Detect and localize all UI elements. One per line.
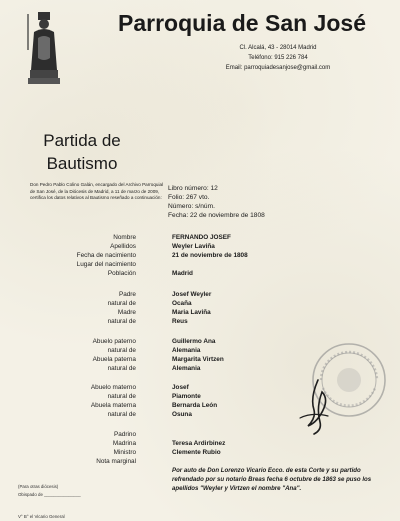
registry-book: Libro número: 12: [168, 185, 218, 192]
field-value: Josef: [172, 384, 189, 391]
parish-phone: Teléfono: 915 226 784: [248, 55, 308, 61]
field-value: 21 de noviembre de 1808: [172, 252, 248, 259]
document-title-line1: Partida de: [43, 131, 121, 150]
field-value: Margarita Virtzen: [172, 356, 224, 363]
field-label: Apellidos: [110, 243, 136, 250]
parish-address: Cl. Alcalá, 43 - 28014 Madrid: [239, 45, 317, 51]
field-label: Lugar del nacimiento: [76, 261, 136, 268]
field-value: Teresa Ardirbinez: [172, 440, 226, 447]
field-label: natural de: [107, 300, 136, 307]
field-value: Clemente Rubio: [172, 449, 221, 456]
registry-folio: Folio: 267 vto.: [168, 194, 210, 201]
field-label: Abuelo materno: [90, 384, 136, 391]
document-title-line2: Bautismo: [46, 154, 118, 173]
field-label: natural de: [107, 393, 136, 400]
signature-icon: [296, 378, 336, 438]
field-value: Alemania: [172, 365, 201, 372]
field-label: natural de: [107, 318, 136, 325]
field-value: Reus: [172, 318, 188, 325]
field-value: Maria Laviña: [172, 309, 211, 316]
registry-date: Fecha: 22 de noviembre de 1808: [168, 212, 265, 219]
field-label: Ministro: [113, 449, 136, 456]
marginal-note: Por auto de Don Lorenzo Vicario Ecco. de esta Corte y su partido refrendado por su notario Breas fecha 6 octubre de 1863 se puso los apellidos "Weyler y Virtzen el nombre "Ana".: [172, 467, 372, 492]
field-label: natural de: [107, 411, 136, 418]
field-label: Madrina: [112, 440, 136, 447]
field-label: Abuela materna: [90, 402, 136, 409]
registry-number: Número: s/núm.: [168, 203, 215, 210]
field-label: natural de: [107, 365, 136, 372]
page-title: Parroquia de San José: [118, 10, 366, 36]
field-value: Alemania: [172, 347, 201, 354]
field-value: FERNANDO JOSEF: [172, 234, 231, 241]
field-label: Padre: [118, 291, 136, 298]
field-label: Nota marginal: [96, 458, 136, 465]
field-value: Piamonte: [172, 393, 201, 400]
parish-email: Email: parroquiadesanjose@gmail.com: [225, 65, 331, 71]
footer-bishopric: Obispado de _______________: [18, 492, 81, 497]
field-value: Bernarda León: [172, 402, 218, 409]
field-label: Nombre: [113, 234, 136, 241]
field-label: natural de: [107, 347, 136, 354]
field-value: Madrid: [172, 270, 193, 277]
field-value: Josef Weyler: [172, 291, 212, 298]
field-value: Ocaña: [172, 300, 192, 307]
footer-other-dioceses: (Para otras diócesis): [18, 484, 59, 489]
field-label: Madre: [117, 309, 136, 316]
field-label: Abuela paterna: [92, 356, 136, 363]
field-label: Fecha de nacimiento: [76, 252, 136, 259]
field-value: Osuna: [172, 411, 192, 418]
field-label: Población: [107, 270, 136, 277]
field-label: Padrino: [113, 431, 136, 438]
field-value: Guillermo Ana: [172, 338, 216, 345]
footer-vicar: V° B° el Vicario General: [18, 514, 65, 519]
intro-paragraph: Don Pedro Pablo Colino Galán, encargado del Archivo Parroquial de San José, de la Diócesis de Madrid, a 11 de marzo de 2009, certifica los datos relativos al Bautismo reseñado a continuación:: [30, 182, 164, 201]
field-label: Abuelo paterno: [92, 338, 136, 345]
field-value: Weyler Laviña: [172, 243, 215, 250]
